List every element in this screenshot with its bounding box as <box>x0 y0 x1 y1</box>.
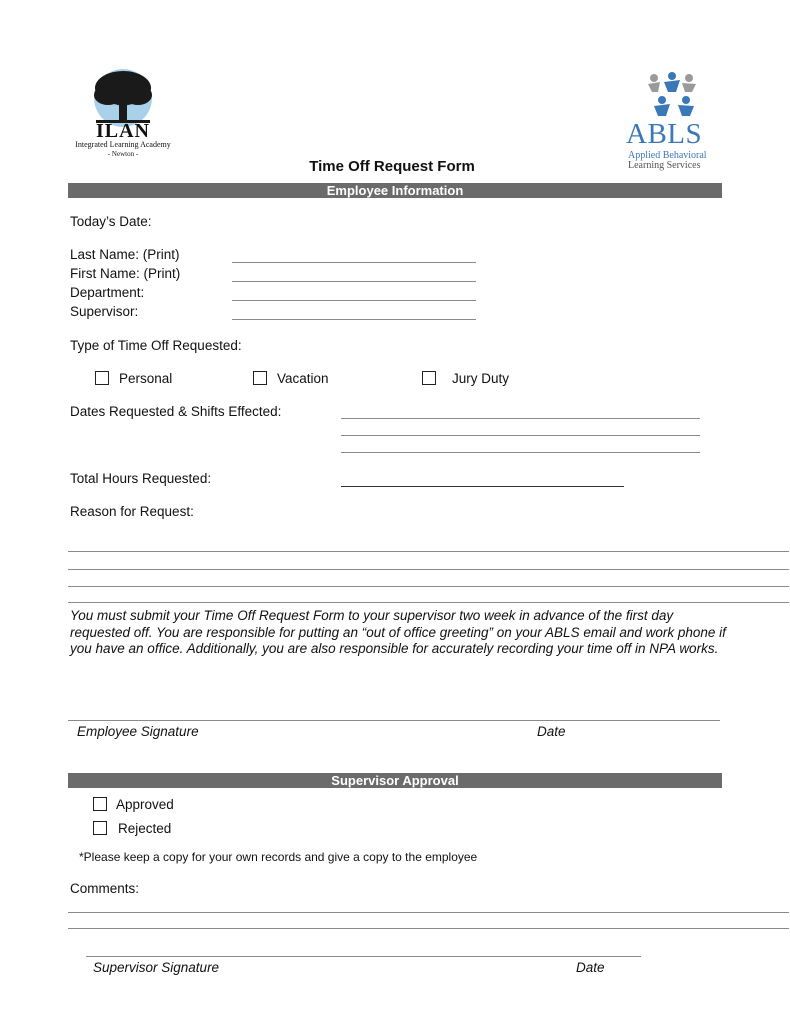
comments-label: Comments: <box>70 881 140 896</box>
approved-label: Approved <box>116 797 174 812</box>
personal-checkbox[interactable] <box>95 371 109 385</box>
supervisor-date-label: Date <box>576 960 605 975</box>
time-off-type-label: Type of Time Off Requested: <box>70 338 242 353</box>
ilan-subtitle: Integrated Learning Academy <box>75 140 171 149</box>
vacation-checkbox[interactable] <box>253 371 267 385</box>
copy-note: *Please keep a copy for your own records and give a copy to the employee <box>79 850 478 864</box>
reason-line-3[interactable] <box>68 586 789 587</box>
reason-label: Reason for Request: <box>70 504 194 519</box>
supervisor-signature-line[interactable] <box>86 956 641 957</box>
abls-line2: Learning Services <box>628 160 701 171</box>
first-name-label: First Name: (Print) <box>70 266 181 281</box>
reason-line-2[interactable] <box>68 569 789 570</box>
dates-field-line-2[interactable] <box>341 435 700 436</box>
employee-signature-label: Employee Signature <box>77 724 199 739</box>
abls-logo <box>622 70 722 170</box>
jury-duty-checkbox[interactable] <box>422 371 436 385</box>
ilan-location: - Newton - <box>107 150 139 158</box>
employee-info-header: Employee Information <box>68 183 722 198</box>
reason-line-4[interactable] <box>68 602 789 603</box>
abls-name: ABLS <box>626 118 703 150</box>
last-name-field[interactable] <box>232 262 476 263</box>
supervisor-field[interactable] <box>232 319 476 320</box>
children-figures-icon <box>644 70 704 120</box>
comments-line-2[interactable] <box>68 928 789 929</box>
department-label: Department: <box>70 285 145 300</box>
supervisor-approval-header: Supervisor Approval <box>68 773 722 788</box>
ilan-logo <box>68 68 178 163</box>
total-hours-label: Total Hours Requested: <box>70 471 212 486</box>
dates-requested-label: Dates Requested & Shifts Effected: <box>70 404 282 419</box>
rejected-checkbox[interactable] <box>93 821 107 835</box>
rejected-label: Rejected <box>118 821 172 836</box>
employee-date-label: Date <box>537 724 566 739</box>
jury-duty-label: Jury Duty <box>452 371 510 386</box>
reason-line-1[interactable] <box>68 551 789 552</box>
approved-checkbox[interactable] <box>93 797 107 811</box>
ilan-name: ILAN <box>95 120 150 142</box>
vacation-label: Vacation <box>277 371 329 386</box>
todays-date-label: Today’s Date: <box>70 214 152 229</box>
first-name-field[interactable] <box>232 281 476 282</box>
department-field[interactable] <box>232 300 476 301</box>
supervisor-label: Supervisor: <box>70 304 139 319</box>
dates-field-line-1[interactable] <box>341 418 700 419</box>
dates-field-line-3[interactable] <box>341 452 700 453</box>
last-name-label: Last Name: (Print) <box>70 247 180 262</box>
total-hours-field[interactable] <box>341 486 624 487</box>
abls-line1: Applied Behavioral <box>628 150 707 161</box>
supervisor-signature-label: Supervisor Signature <box>93 960 220 975</box>
comments-line-1[interactable] <box>68 912 789 913</box>
personal-label: Personal <box>119 371 173 386</box>
form-title: Time Off Request Form <box>309 158 475 175</box>
notice-paragraph: You must submit your Time Off Request Form to your supervisor two week in advance of the first day requested off. You are responsible for putting an “out of office greeting” on your ABLS email and work phone if you have an office. Additionally, you are also responsible for accurately recording your time off in NPA works. <box>70 608 726 656</box>
employee-signature-line[interactable] <box>68 720 720 721</box>
